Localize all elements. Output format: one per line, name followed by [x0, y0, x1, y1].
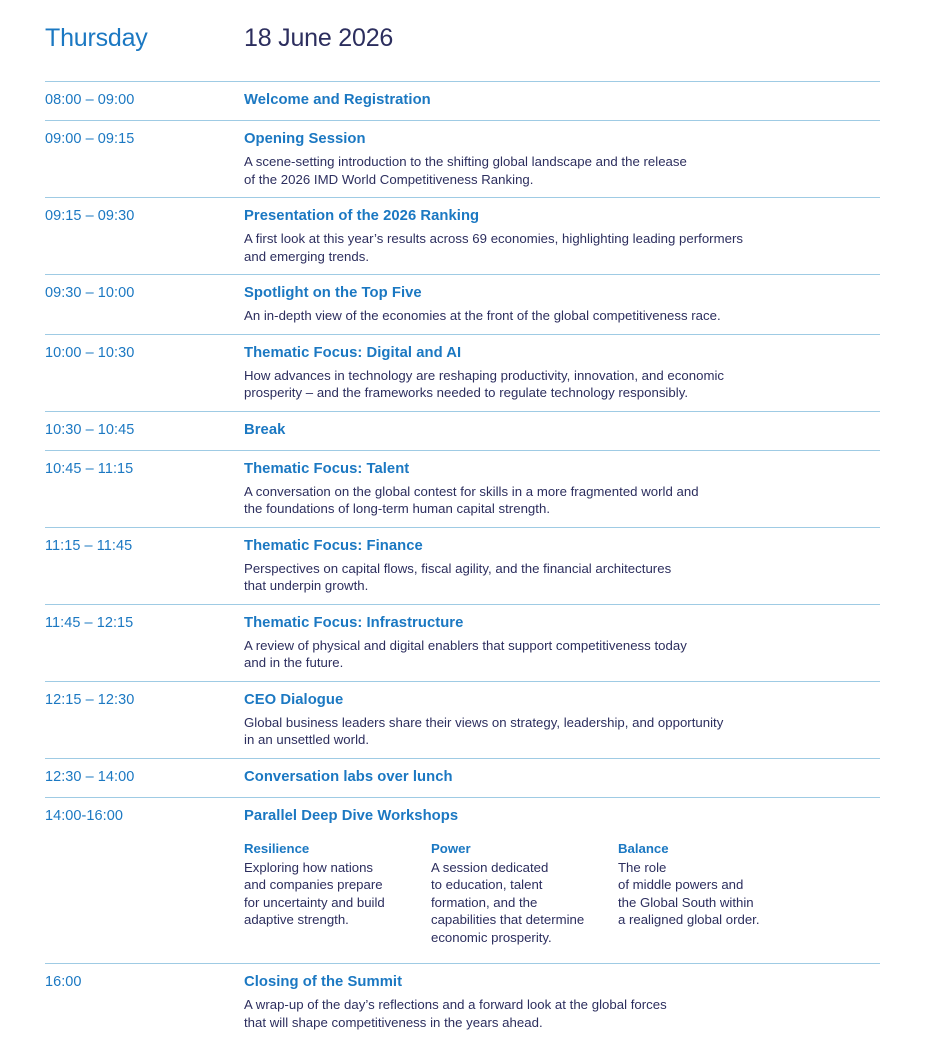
- session-title: Spotlight on the Top Five: [244, 285, 422, 301]
- session-time: 16:00: [45, 974, 82, 990]
- session-time: 10:30 – 10:45: [45, 421, 135, 438]
- schedule-row: [45, 81, 880, 120]
- workshop-column: [618, 840, 805, 947]
- schedule-row: [45, 797, 880, 964]
- session-content: [244, 614, 880, 672]
- date-label: 18 June 2026: [244, 24, 394, 52]
- session-description-line: of the 2026 IMD World Competitiveness Ranking.: [244, 171, 534, 187]
- session-content: [244, 207, 880, 265]
- workshop-description-line: economic prosperity.: [431, 929, 552, 945]
- session-title: Opening Session: [244, 131, 366, 147]
- workshop-description-line: to education, talent: [431, 877, 543, 892]
- session-description-line: A wrap-up of the day’s reflections and a forward look at the global forces: [244, 997, 667, 1012]
- session-content: [244, 344, 880, 402]
- session-time: 14:00-16:00: [45, 807, 123, 824]
- session-title: Welcome and Registration: [244, 92, 431, 108]
- session-description-line: A conversation on the global contest for skills in a more fragmented world and: [244, 483, 699, 499]
- session-description-line: and in the future.: [244, 655, 344, 670]
- session-content: [244, 284, 880, 325]
- schedule-list: [45, 81, 880, 1040]
- session-description-line: A scene-setting introduction to the shifting global landscape and the release: [244, 154, 687, 169]
- session-title: Thematic Focus: Finance: [244, 537, 423, 554]
- schedule-row: [45, 274, 880, 334]
- session-title: Presentation of the 2026 Ranking: [244, 208, 480, 224]
- session-content: [244, 421, 880, 440]
- schedule-row: [45, 963, 880, 1040]
- schedule-row: [45, 197, 880, 274]
- workshop-description-line: adaptive strength.: [244, 912, 349, 927]
- session-content: [244, 91, 880, 110]
- session-description-line: Perspectives on capital flows, fiscal agility, and the financial architectures: [244, 560, 672, 576]
- session-content: [244, 768, 880, 787]
- schedule-row: [45, 681, 880, 758]
- session-description-line: How advances in technology are reshaping productivity, innovation, and economic: [244, 367, 725, 383]
- session-description: [244, 153, 880, 188]
- session-time: 09:15 – 09:30: [45, 208, 135, 224]
- workshop-description-line: capabilities that determine: [431, 912, 585, 927]
- session-title: CEO Dialogue: [244, 691, 344, 708]
- workshop-description-line: formation, and the: [431, 894, 538, 910]
- workshop-columns: [244, 840, 880, 955]
- workshop-description-line: of middle powers and: [618, 877, 744, 892]
- session-title: Parallel Deep Dive Workshops: [244, 807, 459, 824]
- workshop-description-line: Exploring how nations: [244, 859, 374, 875]
- session-time: 12:15 – 12:30: [45, 691, 135, 708]
- schedule-row: [45, 450, 880, 527]
- workshop-title: Resilience: [244, 840, 310, 856]
- session-content: [244, 691, 880, 749]
- session-description-line: A first look at this year’s results across 69 economies, highlighting leading performers: [244, 231, 743, 246]
- workshop-description-line: The role: [618, 859, 667, 875]
- session-title: Thematic Focus: Talent: [244, 460, 410, 477]
- workshop-description: [431, 859, 610, 947]
- workshop-description: [618, 859, 797, 929]
- weekday-label: Thursday: [45, 24, 148, 52]
- workshop-description-line: for uncertainty and build: [244, 894, 385, 910]
- session-content: [244, 460, 880, 518]
- session-title: Conversation labs over lunch: [244, 768, 453, 785]
- session-description: [244, 996, 880, 1031]
- session-time: 10:00 – 10:30: [45, 344, 135, 361]
- workshop-title: Power: [431, 840, 471, 856]
- schedule-row: [45, 120, 880, 197]
- session-description: [244, 307, 880, 325]
- session-description-line: the foundations of long-term human capital strength.: [244, 501, 551, 516]
- schedule-row: [45, 411, 880, 450]
- session-time: 11:15 – 11:45: [45, 537, 133, 554]
- session-time: 08:00 – 09:00: [45, 92, 135, 108]
- session-description-line: A review of physical and digital enablers that support competitiveness today: [244, 637, 687, 653]
- session-description: [244, 714, 880, 749]
- session-description-line: that underpin growth.: [244, 578, 369, 593]
- session-description: [244, 230, 880, 265]
- session-content: [244, 807, 880, 955]
- schedule-row: [45, 758, 880, 797]
- session-time: 10:45 – 11:15: [45, 460, 134, 477]
- workshop-description-line: a realigned global order.: [618, 912, 760, 927]
- session-time: 09:00 – 09:15: [45, 131, 135, 147]
- workshop-description: [244, 859, 423, 929]
- session-content: [244, 973, 880, 1031]
- workshop-column: [431, 840, 618, 947]
- session-description-line: An in-depth view of the economies at the front of the global competitiveness race.: [244, 308, 721, 323]
- workshop-column: [244, 840, 431, 947]
- session-description-line: prosperity – and the frameworks needed to regulate technology responsibly.: [244, 385, 689, 400]
- session-content: [244, 130, 880, 188]
- session-time: 12:30 – 14:00: [45, 768, 135, 785]
- session-description: [244, 560, 880, 595]
- workshop-description-line: and companies prepare: [244, 877, 383, 892]
- day-header: [45, 0, 880, 74]
- session-description: [244, 367, 880, 402]
- schedule-row: [45, 334, 880, 411]
- session-description-line: Global business leaders share their views on strategy, leadership, and opportunity: [244, 714, 724, 730]
- workshop-description-line: A session dedicated: [431, 859, 549, 875]
- session-description: [244, 483, 880, 518]
- session-description-line: that will shape competitiveness in the years ahead.: [244, 1014, 543, 1030]
- session-title: Thematic Focus: Digital and AI: [244, 344, 462, 361]
- session-time: 09:30 – 10:00: [45, 285, 135, 301]
- session-time: 11:45 – 12:15: [45, 614, 134, 631]
- schedule-row: [45, 604, 880, 681]
- session-title: Break: [244, 421, 286, 438]
- workshop-description-line: the Global South within: [618, 894, 754, 910]
- schedule-row: [45, 527, 880, 604]
- workshop-title: Balance: [618, 840, 669, 856]
- session-description: [244, 637, 880, 672]
- session-title: Thematic Focus: Infrastructure: [244, 614, 464, 631]
- session-description-line: in an unsettled world.: [244, 732, 370, 747]
- session-content: [244, 537, 880, 595]
- session-description-line: and emerging trends.: [244, 248, 370, 264]
- session-title: Closing of the Summit: [244, 974, 403, 990]
